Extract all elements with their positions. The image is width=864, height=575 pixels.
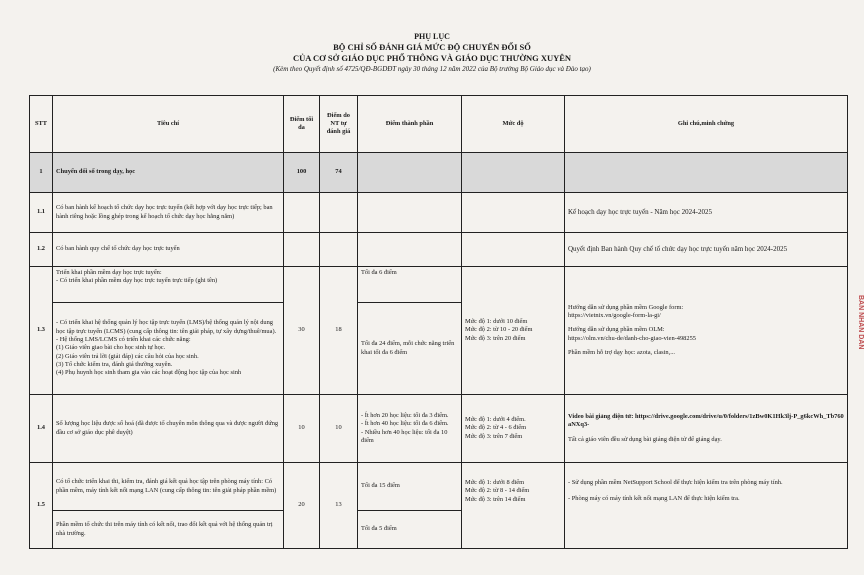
evidence-line: Hướng dẫn sử dụng phần mềm Google form: <box>568 303 684 311</box>
empty-cell <box>462 193 565 233</box>
col-stt: STT <box>30 96 53 153</box>
empty-cell <box>284 233 320 267</box>
criteria-line: (1) Giáo viên giao bài cho học sinh tự học. <box>56 344 166 352</box>
evidence-cell: Kế hoạch dạy học trực tuyến - Năm học 2024-2025 <box>565 193 848 233</box>
level-cell <box>462 267 565 395</box>
evidence-link[interactable]: Video bài giảng điện tử: https://drive.google.com/drive/u/0/folders/1zBw0K1Hk3lj-P_g6kcWh_Tb760aNXq3- <box>568 413 844 429</box>
criteria-line: (3) Tổ chức kiểm tra, đánh giá thường xuyên. <box>56 360 173 368</box>
evidence-line: Phần mềm hỗ trợ dạy học: azota, clasin,... <box>568 348 676 356</box>
evidence-cell <box>565 395 848 463</box>
table-row <box>30 463 848 511</box>
evidence-line: - Phòng máy có máy tính kết nối mạng LAN để thực hiện kiểm tra. <box>568 495 740 503</box>
table-row <box>30 233 848 267</box>
max-score-cell: 10 <box>284 395 320 463</box>
empty-cell <box>320 233 358 267</box>
criteria-cell: Có ban hành quy chế tổ chức dạy học trực tuyến <box>53 233 284 267</box>
criteria-line: - Có triển khai phần mềm dạy học trực tuyến trực tiếp (ghi tên) <box>56 277 218 285</box>
empty-cell <box>565 153 848 193</box>
level-cell <box>462 395 565 463</box>
component-score-cell: Tối đa 15 điểm <box>358 463 462 511</box>
table-row <box>30 193 848 233</box>
table-row <box>30 153 848 193</box>
component-line: - Ít hơn 40 học liệu: tối đa 6 điểm. <box>361 420 449 428</box>
level-line: Mức độ 1: dưới 10 điểm <box>465 318 528 325</box>
empty-cell <box>462 233 565 267</box>
component-line: - Nhiều hơn 40 học liệu: tối đa 10 điểm <box>361 428 448 444</box>
empty-cell <box>284 193 320 233</box>
empty-cell <box>358 153 462 193</box>
col-criteria: Tiêu chí <box>53 96 284 153</box>
evidence-line: Tất cả giáo viên đều sử dụng bài giảng điện tử để giảng dạy. <box>568 435 722 443</box>
table-header-row <box>30 96 848 153</box>
document-title: BỘ CHỈ SỐ ĐÁNH GIÁ MỨC ĐỘ CHUYỂN ĐỔI SỐ <box>333 42 531 52</box>
criteria-line: - Hệ thống LMS/LCMS có triển khai các chức năng: <box>56 336 191 343</box>
empty-cell <box>320 193 358 233</box>
col-self-score: Điểm do NT tự đánh giá <box>320 96 358 153</box>
level-line: Mức độ 1: dưới 4 điểm. <box>465 416 526 423</box>
table-row <box>30 267 848 303</box>
stt-cell: 1.4 <box>30 395 53 463</box>
criteria-cell: Có ban hành kế hoạch tổ chức dạy học trực tuyến (kết hợp với dạy học trực tiếp; ban hành riêng hoặc lồng ghép trong kế hoạch tổ chức dạy học hằng năm) <box>53 193 284 233</box>
evidence-link[interactable]: https://vietnix.vn/google-form-la-gi/ <box>568 312 661 319</box>
component-line: - Ít hơn 20 học liệu: tối đa 3 điểm. <box>361 411 449 419</box>
max-score-cell: 20 <box>284 463 320 549</box>
criteria-line: - Có triển khai hệ thống quản lý học tập trực tuyến (LMS)/hệ thống quản lý nội dung học tập trực tuyến (LCMS) (cung cấp thông tin: tên giải pháp, tự xây dựng/thuê/mua). <box>56 319 277 335</box>
component-score-cell: Tối đa 6 điểm <box>358 267 462 303</box>
evidence-cell: Quyết định Ban hành Quy chế tổ chức dạy học trực tuyến năm học 2024-2025 <box>565 233 848 267</box>
level-line: Mức độ 3: trên 14 điểm <box>465 495 526 503</box>
stt-cell: 1.5 <box>30 463 53 549</box>
component-score-cell <box>358 395 462 463</box>
criteria-cell: Số lượng học liệu được số hoá (đã được tổ chuyên môn thông qua và được người đứng đầu cơ sở giáo dục phê duyệt) <box>53 395 284 463</box>
max-score-cell: 100 <box>284 153 320 193</box>
evidence-line: Hướng dẫn sử dụng phần mềm OLM: <box>568 326 665 334</box>
col-notes: Ghi chú,minh chứng <box>565 96 848 153</box>
criteria-line: (4) Phụ huynh học sinh tham gia vào các hoạt động học tập của học sinh <box>56 369 242 377</box>
document-reference: (Kèm theo Quyết định số 4725/QĐ-BGDĐT ngày 30 tháng 12 năm 2022 của Bộ trưởng Bộ Giáo dục và Đào tạo) <box>273 65 591 73</box>
col-max-score: Điểm tối đa <box>284 96 320 153</box>
self-score-cell: 10 <box>320 395 358 463</box>
level-line: Mức độ 3: trên 7 điểm <box>465 432 523 440</box>
empty-cell <box>462 153 565 193</box>
criteria-cell <box>53 303 284 395</box>
max-score-cell: 30 <box>284 267 320 395</box>
empty-cell <box>358 233 462 267</box>
level-line: Mức độ 3: trên 20 điểm <box>465 334 526 342</box>
level-line: Mức độ 2: từ 10 - 20 điểm <box>465 326 533 334</box>
level-line: Mức độ 2: từ 8 - 14 điểm <box>465 487 530 495</box>
component-score-cell: Tối đa 24 điểm, mỗi chức năng triển khai tối đa 6 điểm <box>358 303 462 395</box>
criteria-cell: Phần mềm tổ chức thi trên máy tính có kết nối, trao đổi kết quả với hệ thống quản trị nhà trường. <box>53 511 284 549</box>
level-cell <box>462 463 565 549</box>
stt-cell: 1.3 <box>30 267 53 395</box>
col-component-score: Điểm thành phần <box>358 96 462 153</box>
appendix-title: PHỤ LỤC <box>414 32 450 41</box>
evidence-line: - Sử dụng phần mềm NetSupport School để thực hiện kiểm tra trên phòng máy tính. <box>568 479 783 486</box>
stt-cell: 1.2 <box>30 233 53 267</box>
table-row <box>30 395 848 463</box>
level-line: Mức độ 2: từ 4 - 6 điểm <box>465 424 527 432</box>
criteria-line: Triển khai phần mềm dạy học trực tuyến: <box>56 269 162 276</box>
self-score-cell: 13 <box>320 463 358 549</box>
stt-cell: 1 <box>30 153 53 193</box>
stt-cell: 1.1 <box>30 193 53 233</box>
component-score-cell: Tối đa 5 điểm <box>358 511 462 549</box>
criteria-table <box>29 95 848 549</box>
criteria-cell <box>53 267 284 303</box>
col-level: Mức độ <box>462 96 565 153</box>
empty-cell <box>358 193 462 233</box>
evidence-cell <box>565 463 848 549</box>
criteria-cell: Chuyển đổi số trong dạy, học <box>53 153 284 193</box>
document-subtitle: CỦA CƠ SỞ GIÁO DỤC PHỔ THÔNG VÀ GIÁO DỤC THƯỜNG XUYÊN <box>292 53 572 63</box>
self-score-cell: 74 <box>320 153 358 193</box>
level-line: Mức độ 1: dưới 8 điểm <box>465 479 525 486</box>
criteria-cell: Có tổ chức triển khai thi, kiểm tra, đánh giá kết quả học tập trên phòng máy tính: Có phần mềm, máy tính kết nối mạng LAN (cung cấp thông tin: tên giải pháp phần mềm) <box>53 463 284 511</box>
evidence-cell <box>565 267 848 395</box>
self-score-cell: 18 <box>320 267 358 395</box>
criteria-line: (2) Giáo viên trả lời (giải đáp) các câu hỏi của học sinh. <box>56 352 199 360</box>
evidence-link[interactable]: https://olm.vn/chu-de/danh-cho-giao-vien-498255 <box>568 334 696 342</box>
stamp-fragment: BAN NHÂN DÂN <box>857 295 864 350</box>
